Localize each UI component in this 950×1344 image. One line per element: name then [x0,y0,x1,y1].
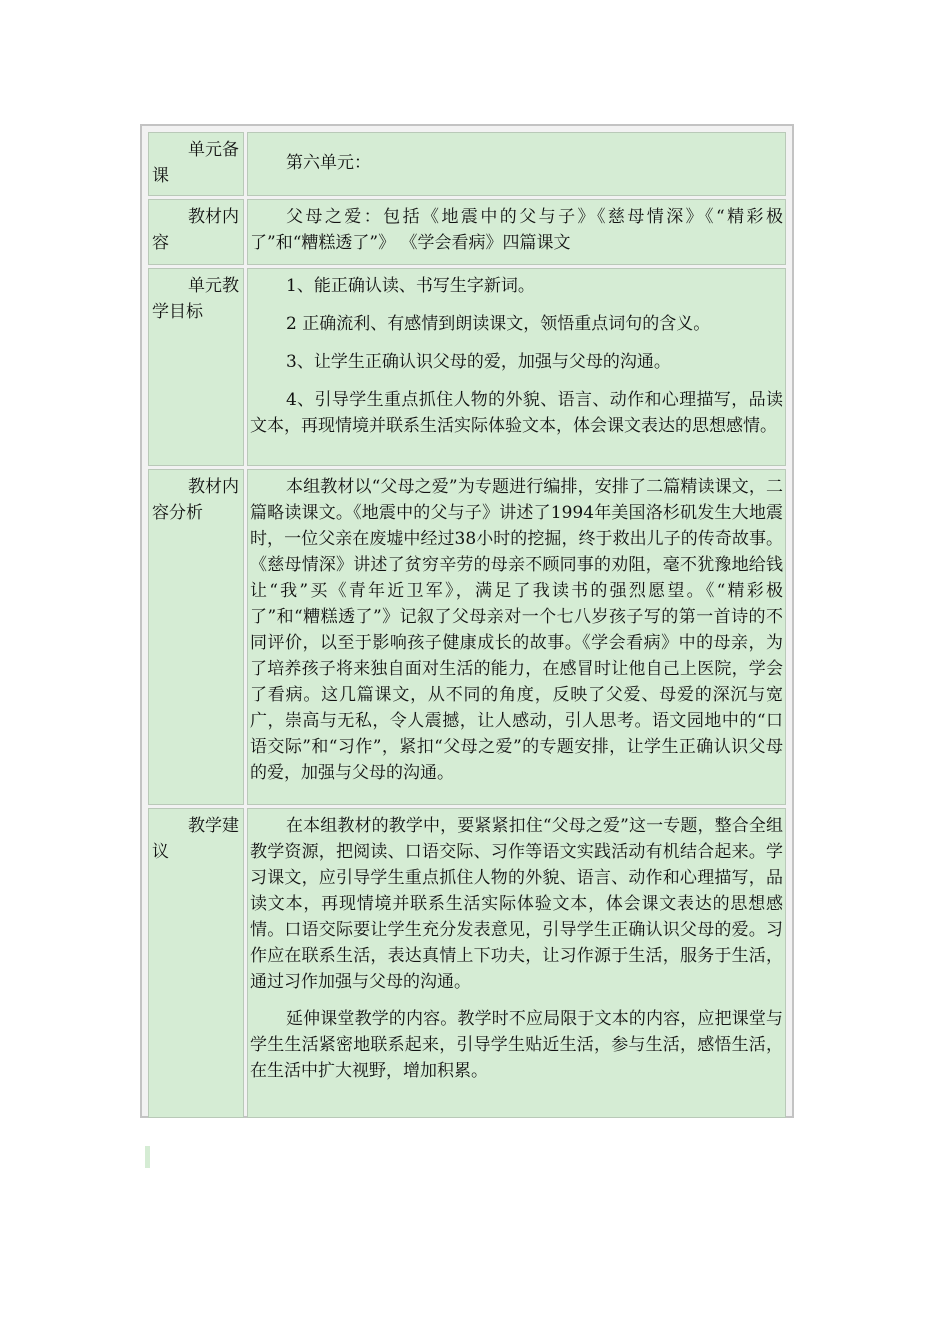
content-paragraph: 父母之爱：包括《地震中的父与子》《慈母情深》《“精彩极了”和“糟糕透了”》 《学会看病》四篇课文 [250,207,783,253]
row-label-cell [148,469,244,805]
row-content-cell [247,132,786,196]
row-content-cell [247,808,786,1118]
objective-item: 1、能正确认读、书写生字新词。 [286,276,535,296]
row-content-cell [247,268,786,466]
table-row-suggestions [148,808,786,1118]
objective-item: 4、引导学生重点抓住人物的外貌、语言、动作和心理描写，品读文本，再现情境并联系生活实际体验文本，体会课文表达的思想感情。 [250,390,783,436]
lesson-plan-table [145,129,789,1121]
content-paragraph: 本组教材以“父母之爱”为专题进行编排，安排了二篇精读课文，二篇略读课文。《地震中的父与子》讲述了1994年美国洛杉矶发生大地震时，一位父亲在废墟中经过38小时的挖掘，终于救出儿子的传奇故事。《慈母情深》讲述了贫穷辛劳的母亲不顾同事的劝阻，毫不犹豫地给钱让“我”买《青年近卫军》，满足了我读书的强烈愿望。《“精彩极了”和“糟糕透了”》记叙了父母亲对一个七八岁孩子写的第一首诗的不同评价，以至于影响孩子健康成长的故事。《学会看病》中的母亲，为了培养孩子将来独自面对生活的能力，在感冒时让他自己上医院，学会了看病。这几篇课文，从不同的角度，反映了父爱、母爱的深沉与宽广，崇高与无私，令人震撼，让人感动，引人思考。语文园地中的“口语交际”和“习作”，紧扣“父母之爱”的专题安排，让学生正确认识父母的爱，加强与父母的沟通。 [250,477,783,783]
row-label-cell [148,199,244,265]
table-row-objectives [148,268,786,466]
table-row-analysis [148,469,786,805]
table-row-materials [148,199,786,265]
row-label: 单元备课 [152,140,239,186]
content-paragraph: 第六单元： [286,153,371,173]
row-content-cell [247,469,786,805]
row-label: 教材内容分析 [152,477,239,523]
row-label-cell [148,808,244,1118]
table-row-unit [148,132,786,196]
empty-cell-fragment [145,1146,150,1168]
row-label-cell [148,268,244,466]
row-label: 教学建议 [152,816,239,862]
objective-item: 3、让学生正确认识父母的爱，加强与父母的沟通。 [286,352,671,372]
content-paragraph: 延伸课堂教学的内容。教学时不应局限于文本的内容，应把课堂与学生生活紧密地联系起来，引导学生贴近生活，参与生活，感悟生活，在生活中扩大视野，增加积累。 [250,1009,783,1081]
lesson-plan-sheet [140,124,794,1118]
objective-item: 2 正确流利、有感情到朗读课文，领悟重点词句的含义。 [286,314,711,334]
content-paragraph: 在本组教材的教学中，要紧紧扣住“父母之爱”这一专题，整合全组教学资源，把阅读、口语交际、习作等语文实践活动有机结合起来。学习课文，应引导学生重点抓住人物的外貌、语言、动作和心理描写，品读文本，再现情境并联系生活实际体验文本，体会课文表达的思想感情。口语交际要让学生充分发表意见，引导学生正确认识父母的爱。习作应在联系生活，表达真情上下功夫，让习作源于生活，服务于生活，通过习作加强与父母的沟通。 [250,816,783,992]
row-label: 教材内容 [152,207,239,253]
row-content-cell [247,199,786,265]
row-label: 单元教学目标 [152,276,239,322]
row-label-cell [148,132,244,196]
